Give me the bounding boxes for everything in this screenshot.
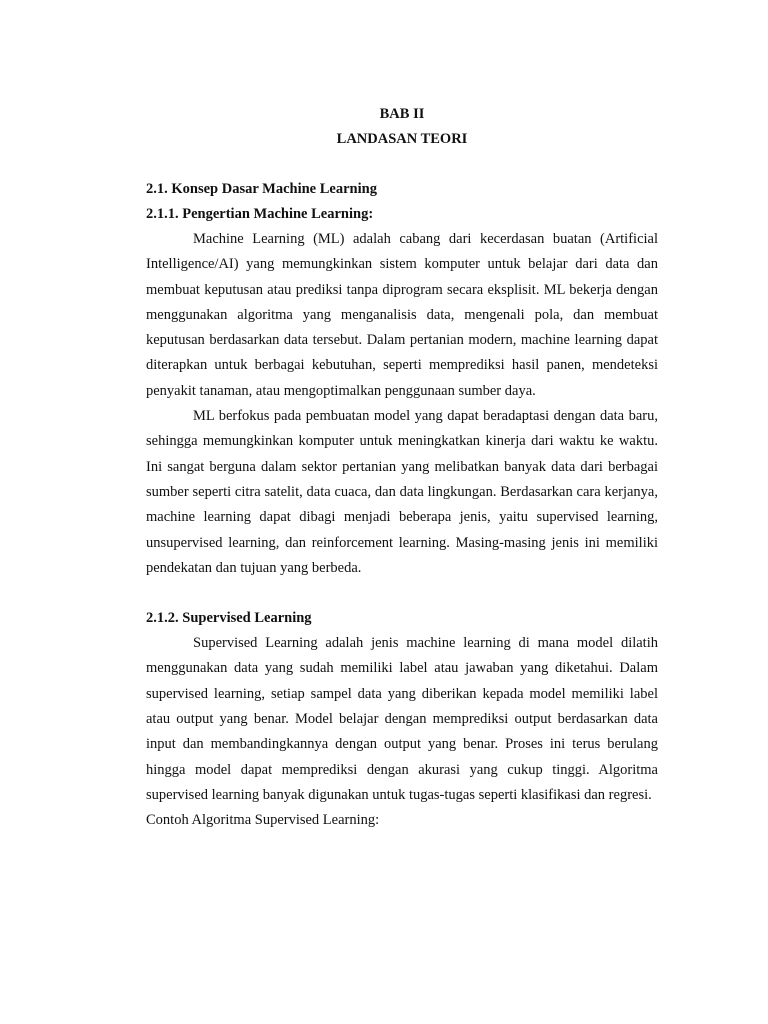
chapter-number: BAB II [379,106,425,122]
example-algorithms-label: Contoh Algoritma Supervised Learning: [146,812,380,829]
paragraph-ml-definition: Machine Learning (ML) adalah cabang dari kecerdasan buatan (Artificial Intelligence/AI) yang memungkinkan sistem komputer untuk belajar dari data dan membuat keputusan atau prediksi tanpa diprogram secara eksplisit. ML bekerja dengan menggunakan algoritma yang menganalisis data, mengenali pola, dan membuat keputusan berdasarkan data tersebut. Dalam pertanian modern, machine learning dapat diterapkan untuk berbagai kebutuhan, seperti memprediksi hasil panen, mendeteksi penyakit tanaman, atau mengoptimalkan penggunaan sumber daya. [146,231,658,399]
chapter-header [146,102,658,152]
paragraph-supervised-learning: Supervised Learning adalah jenis machine learning di mana model dilatih menggunakan data yang sudah memiliki label atau jawaban yang diketahui. Dalam supervised learning, setiap sampel data yang diberikan kepada model memiliki label atau output yang benar. Model belajar dengan memprediksi output berdasarkan data input dan membandingkannya dengan output yang benar. Proses ini terus berulang hingga model dapat memprediksi dengan akurasi yang cukup tinggi. Algoritma supervised learning banyak digunakan untuk tugas-tugas seperti klasifikasi dan regresi. [146,635,658,803]
section-heading-2-1-2: 2.1.2. Supervised Learning [146,610,312,627]
section-heading-2-1: 2.1. Konsep Dasar Machine Learning [146,181,377,197]
paragraph-ml-focus: ML berfokus pada pembuatan model yang dapat beradaptasi dengan data baru, sehingga memungkinkan komputer untuk meningkatkan kinerja dari waktu ke waktu. Ini sangat berguna dalam sektor pertanian yang melibatkan banyak data dari berbagai sumber seperti citra satelit, data cuaca, dan data lingkungan. Berdasarkan cara kerjanya, machine learning dapat dibagi menjadi beberapa jenis, yaitu supervised learning, unsupervised learning, dan reinforcement learning. Masing-masing jenis ini memiliki pendekatan dan tujuan yang berbeda. [146,408,658,576]
section-heading-2-1-1: 2.1.1. Pengertian Machine Learning: [146,206,374,222]
chapter-title: LANDASAN TEORI [336,131,468,147]
